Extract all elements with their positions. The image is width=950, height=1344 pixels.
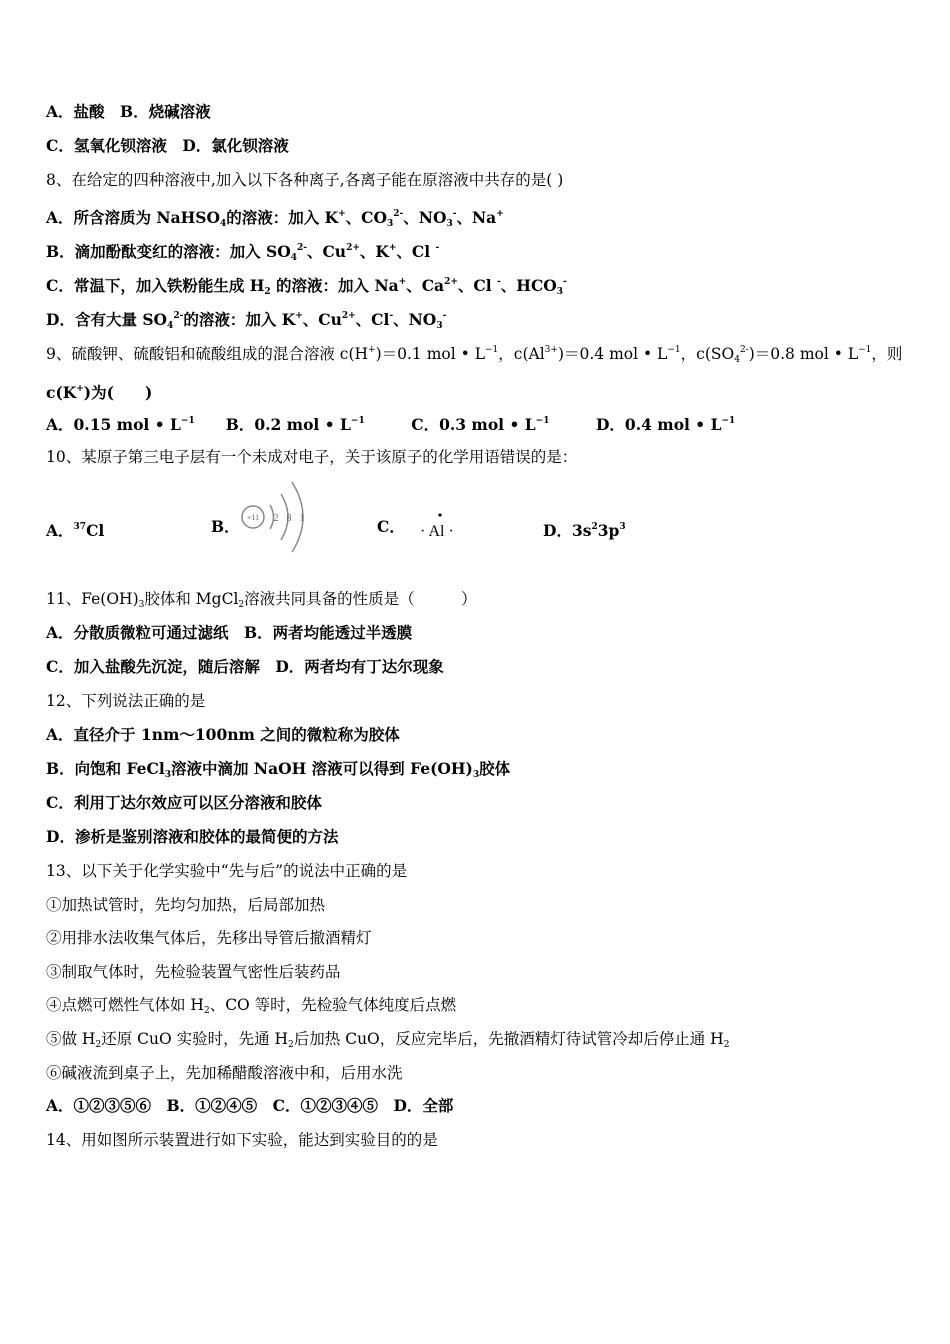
subscript: 4 xyxy=(167,321,174,331)
supscript: 2- xyxy=(296,243,307,253)
text-line xyxy=(46,1063,403,1083)
text-segment: D．渗析是鉴别溶液和胶体的最简便的方法 xyxy=(46,827,339,846)
supscript: - xyxy=(389,311,394,321)
element-symbol: Al xyxy=(428,523,445,540)
subscript: 3 xyxy=(556,287,564,297)
supscript: −1 xyxy=(180,416,195,426)
subscript: 3 xyxy=(164,770,172,780)
supscript: 2- xyxy=(173,311,184,321)
text-segment: C．0.3 mol • L xyxy=(364,415,536,434)
text-line xyxy=(46,272,567,302)
supscript: −1 xyxy=(350,416,365,426)
config-part: 3p xyxy=(597,521,620,540)
text-segment: 的溶液：加入 K xyxy=(226,208,339,227)
text-segment: 溶液共同具备的性质是（ ） xyxy=(244,590,477,608)
text-segment: C．常温下，加入铁粉能生成 H xyxy=(46,276,265,295)
config-part: 3s xyxy=(571,521,592,540)
subscript: 2 xyxy=(288,1040,294,1050)
text-segment: C．氢氧化钡溶液 D．氯化钡溶液 xyxy=(46,136,289,155)
text-segment: C．利用丁达尔效应可以区分溶液和胶体 xyxy=(46,793,322,812)
text-segment: 、NO xyxy=(403,208,447,227)
supscript: - xyxy=(435,243,440,253)
subscript: 3 xyxy=(138,600,145,610)
supscript: 2- xyxy=(393,209,404,219)
text-line xyxy=(46,136,289,156)
supscript: - xyxy=(452,209,457,219)
shell-3: 1 xyxy=(299,513,305,524)
nucleus-charge: +11 xyxy=(246,513,260,522)
text-segment: c(K xyxy=(46,383,77,402)
q10-option-d xyxy=(543,517,626,541)
supscript: - xyxy=(497,277,501,287)
text-line xyxy=(46,340,902,370)
text-line xyxy=(46,1130,438,1150)
text-segment: C．加入盐酸先沉淀，随后溶解 D．两者均有丁达尔现象 xyxy=(46,657,444,676)
text-segment: 、Na xyxy=(456,208,497,227)
supscript: −1 xyxy=(858,345,872,355)
supscript: + xyxy=(295,311,303,321)
text-segment: A．直径介于 1nm～100nm 之间的微粒称为胶体 xyxy=(46,725,400,744)
subscript: 2 xyxy=(203,1006,210,1016)
element-symbol: Cl xyxy=(86,521,105,540)
text-segment: A．0.15 mol • L xyxy=(46,415,181,434)
text-line xyxy=(46,793,322,813)
right-electron-dot: · xyxy=(444,523,454,540)
supscript: + xyxy=(398,277,407,287)
subscript: 3 xyxy=(446,219,453,229)
text-segment: ④点燃可燃性气体如 H xyxy=(46,996,204,1014)
text-segment: 胶体和 MgCl xyxy=(144,590,239,608)
text-segment: 14、用如图所示装置进行如下实验，能达到实验目的的是 xyxy=(46,1131,438,1149)
text-segment: 、Ca xyxy=(406,276,445,295)
text-segment: ，c(Al xyxy=(498,345,545,363)
text-line xyxy=(46,1096,453,1116)
text-segment: B．向饱和 FeCl xyxy=(46,759,165,778)
option-label: D． xyxy=(543,521,572,540)
text-line xyxy=(46,204,504,234)
supscript: −1 xyxy=(667,345,681,355)
q10-option-c xyxy=(377,517,405,537)
subscript: 3 xyxy=(436,321,443,331)
text-line xyxy=(46,1029,729,1055)
supscript: 2+ xyxy=(341,311,356,321)
text-line xyxy=(46,411,735,435)
q10-option-b xyxy=(211,517,240,537)
option-label: A． xyxy=(46,521,74,540)
text-segment: 11、Fe(OH) xyxy=(46,590,139,608)
text-segment: ，则 xyxy=(871,345,903,363)
subscript: 4 xyxy=(219,219,227,229)
text-line xyxy=(46,170,563,190)
supscript: - xyxy=(563,277,567,287)
text-segment: D．含有大量 SO xyxy=(46,310,168,329)
atomic-structure-diagram xyxy=(240,478,312,556)
text-segment: )＝0.4 mol • L xyxy=(557,345,668,363)
q10-option-a xyxy=(46,517,104,541)
top-electron-dot xyxy=(437,512,443,518)
text-line xyxy=(46,102,211,122)
text-segment: ③制取气体时，先检验装置气密性后装药品 xyxy=(46,963,341,981)
supscript: + xyxy=(496,209,504,219)
text-line xyxy=(46,306,446,336)
text-segment: 、Cu xyxy=(302,310,342,329)
supscript: + xyxy=(76,384,84,394)
supscript: 2- xyxy=(739,345,749,355)
option-label: C． xyxy=(377,517,405,536)
supscript: 2+ xyxy=(346,243,360,253)
shell-2: 8 xyxy=(286,513,292,524)
text-segment: 、Cu xyxy=(306,242,347,261)
supscript: 3+ xyxy=(544,345,558,355)
text-segment: ⑤做 H xyxy=(46,1030,96,1048)
supscript: −1 xyxy=(721,416,736,426)
subscript: 2 xyxy=(95,1040,102,1050)
text-line xyxy=(46,691,205,711)
text-segment: 8、在给定的四种溶液中,加入以下各种离子,各离子能在原溶液中共存的是( ) xyxy=(46,171,564,189)
supscript: - xyxy=(442,311,447,321)
subscript: 4 xyxy=(734,355,740,365)
text-segment: 13、以下关于化学实验中“先与后”的说法中正确的是 xyxy=(46,862,408,880)
text-line xyxy=(46,623,412,643)
supscript: + xyxy=(338,209,346,219)
subscript: 2 xyxy=(264,287,271,297)
text-segment: B．0.2 mol • L xyxy=(194,415,351,434)
config-sup: 2 xyxy=(591,522,598,532)
text-segment: 、CO xyxy=(345,208,388,227)
text-line xyxy=(46,589,477,615)
text-segment: 后加热 CuO，反应完毕后，先撤酒精灯待试管冷却后停止通 H xyxy=(293,1030,724,1048)
text-segment: 的溶液：加入 K xyxy=(183,310,296,329)
text-line xyxy=(46,895,325,915)
text-line xyxy=(46,928,372,948)
supscript: + xyxy=(368,345,376,355)
text-line xyxy=(46,759,510,785)
text-line xyxy=(46,861,407,881)
text-line xyxy=(46,447,577,467)
text-segment: 、K xyxy=(359,242,389,261)
text-line xyxy=(46,995,456,1021)
text-segment: 、CO 等时，先检验气体纯度后点燃 xyxy=(209,996,457,1014)
supscript: 2+ xyxy=(444,277,458,287)
text-line xyxy=(46,238,439,268)
text-segment: 、HCO xyxy=(500,276,557,295)
subscript: 3 xyxy=(387,219,394,229)
text-segment: ②用排水法收集气体后，先移出导管后撤酒精灯 xyxy=(46,929,372,947)
supscript: −1 xyxy=(535,416,550,426)
text-segment: ⑥碱液流到桌子上，先加稀醋酸溶液中和，后用水洗 xyxy=(46,1064,403,1082)
subscript: 2 xyxy=(723,1040,730,1050)
shell-1: 2 xyxy=(273,513,279,524)
text-segment: )＝0.1 mol • L xyxy=(375,345,485,363)
option-label: B． xyxy=(211,517,240,536)
text-segment: B．滴加酚酞变红的溶液：加入 SO xyxy=(46,242,291,261)
dot-formula-line xyxy=(420,524,454,540)
text-segment: 、NO xyxy=(393,310,437,329)
text-segment: A．①②③⑤⑥ B．①②④⑤ C．①②③④⑤ D．全部 xyxy=(46,1096,454,1115)
text-segment: D．0.4 mol • L xyxy=(549,415,722,434)
text-segment: 12、下列说法正确的是 xyxy=(46,692,206,710)
text-segment: 9、硫酸钾、硫酸铝和硫酸组成的混合溶液 c(H xyxy=(46,345,369,363)
left-electron-dot: · xyxy=(420,523,429,540)
text-segment: 溶液中滴加 NaOH 溶液可以得到 Fe(OH) xyxy=(171,759,473,778)
text-segment: A．分散质微粒可通过滤纸 B．两者均能透过半透膜 xyxy=(46,623,413,642)
text-segment: )为( ) xyxy=(83,383,153,402)
text-segment: ，c(SO xyxy=(680,345,735,363)
subscript: 3 xyxy=(472,770,480,780)
text-segment: 、Cl xyxy=(355,310,390,329)
text-line xyxy=(46,657,444,677)
text-segment: A．所含溶质为 NaHSO xyxy=(46,208,220,227)
subscript: 2 xyxy=(238,600,245,610)
text-segment: 10、某原子第三电子层有一个未成对电子，关于该原子的化学用语错误的是： xyxy=(46,448,578,466)
supscript: + xyxy=(388,243,397,253)
text-segment: 、Cl xyxy=(457,276,498,295)
text-line xyxy=(46,379,152,403)
supscript: −1 xyxy=(485,345,499,355)
text-segment: A．盐酸 B．烧碱溶液 xyxy=(46,102,211,121)
text-line xyxy=(46,725,400,745)
text-segment: 还原 CuO 实验时，先通 H xyxy=(101,1030,289,1048)
text-segment: 胶体 xyxy=(479,759,511,778)
text-line xyxy=(46,827,338,847)
text-segment: 、Cl xyxy=(396,242,436,261)
text-segment: ①加热试管时，先均匀加热，后局部加热 xyxy=(46,896,326,914)
text-line xyxy=(46,962,341,982)
config-sup: 3 xyxy=(619,522,626,532)
subscript: 4 xyxy=(290,253,297,263)
mass-number: 37 xyxy=(73,522,87,532)
text-segment: 的溶液：加入 Na xyxy=(270,276,399,295)
text-segment: )＝0.8 mol • L xyxy=(748,345,859,363)
